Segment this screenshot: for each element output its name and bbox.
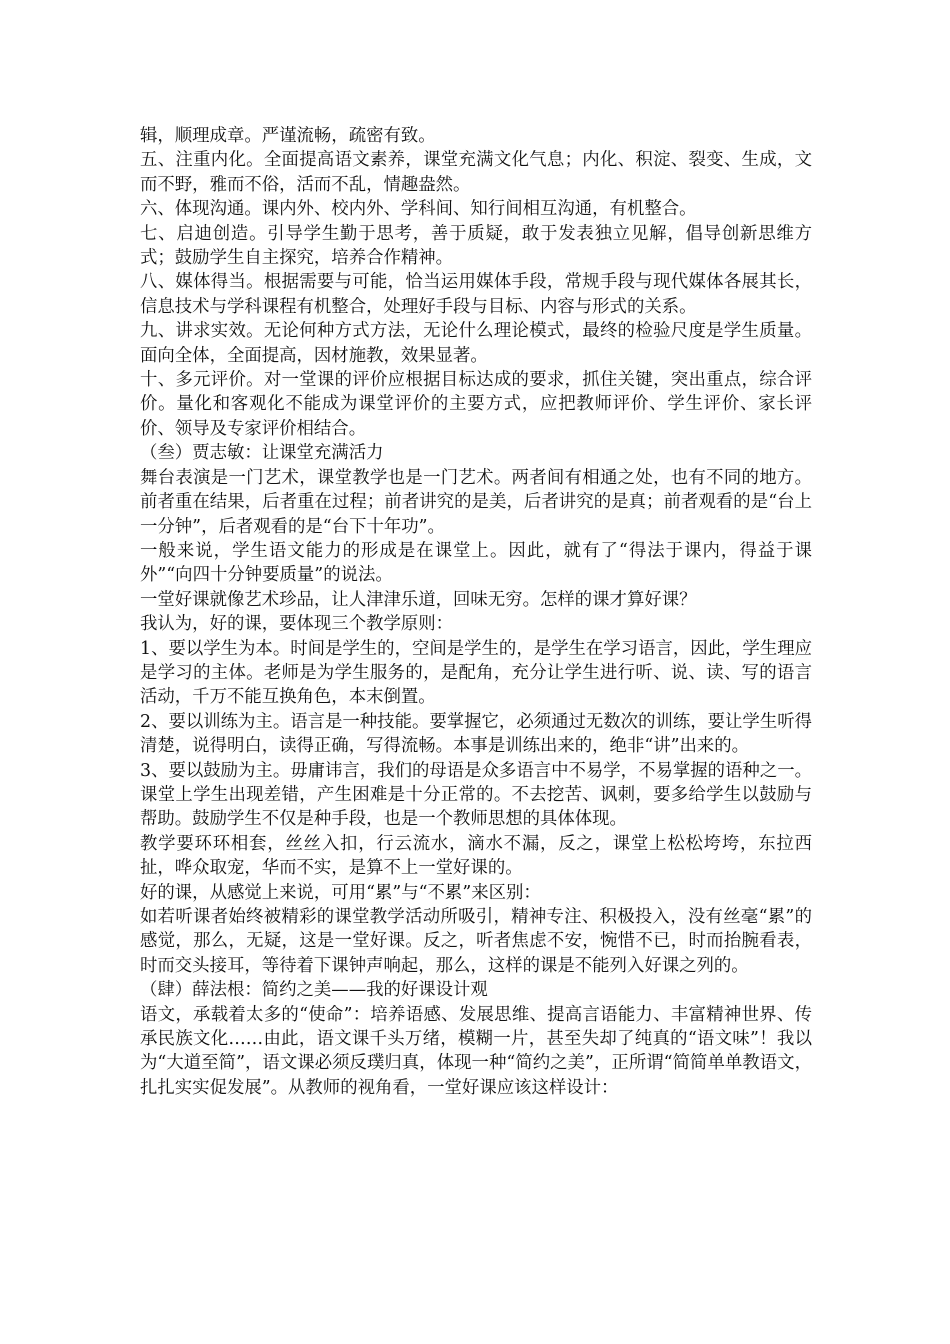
paragraph: 九、讲求实效。无论何种方式方法，无论什么理论模式，最终的检验尺度是学生质量。面向全体，全面提高，因材施教，效果显著。 (140, 321, 812, 366)
paragraph: 一堂好课就像艺术珍品，让人津津乐道，回味无穷。怎样的课才算好课？ (140, 589, 697, 610)
paragraph: 我认为，好的课，要体现三个教学原则： (140, 614, 454, 635)
paragraph: 如若听课者始终被精彩的课堂教学活动所吸引，精神专注、积极投入，没有丝毫“累”的感觉，那么，无疑，这是一堂好课。反之，听者焦虑不安，惋惜不已，时而抬腕看表，时而交头接耳，等待着下课钟声响起，那么，这样的课是不能列入好课之列的。 (140, 907, 812, 976)
paragraph: 好的课，从感觉上来说，可用“累”与“不累”来区别： (140, 882, 541, 903)
paragraph: 教学要环环相套，丝丝入扣，行云流水，滴水不漏，反之，课堂上松松垮垮，东拉西扯，哗众取宠，华而不实，是算不上一堂好课的。 (140, 833, 812, 879)
paragraph: 六、体现沟通。课内外、校内外、学科间、知行间相互沟通，有机整合。 (140, 199, 697, 220)
section-heading: （叁）贾志敏：让课堂充满活力 (140, 443, 384, 464)
paragraph: 辑，顺理成章。严谨流畅，疏密有致。 (140, 126, 436, 146)
paragraph: 七、启迪创造。引导学生勤于思考，善于质疑，敢于发表独立见解，倡导创新思维方式；鼓励学生自主探究，培养合作精神。 (140, 223, 812, 269)
paragraph: 八、媒体得当。根据需要与可能，恰当运用媒体手段，常规手段与现代媒体各展其长，信息技术与学科课程有机整合，处理好手段与目标、内容与形式的关系。 (140, 272, 812, 317)
paragraph: 1、要以学生为本。时间是学生的，空间是学生的，是学生在学习语言，因此，学生理应是学习的主体。老师是为学生服务的，是配角，充分让学生进行听、说、读、写的语言活动，千万不能互换角色，本末倒置。 (140, 638, 812, 708)
paragraph: 十、多元评价。对一堂课的评价应根据目标达成的要求，抓住关键，突出重点，综合评价。量化和客观化不能成为课堂评价的主要方式，应把教师评价、学生评价、家长评价、领导及专家评价相结合。 (140, 370, 812, 439)
section-heading: （肆）薛法根：简约之美——我的好课设计观 (140, 980, 488, 1001)
paragraph: 语文，承载着太多的“使命”：培养语感、发展思维、提高言语能力、丰富精神世界、传承民族文化……由此，语文课千头万绪，模糊一片，甚至失却了纯真的“语文味”！我以为“大道至简”，语文课必须反璞归真，体现一种“简约之美”，正所谓“简简单单教语文，扎扎实实促发展”。从教师的视角看，一堂好课应该这样设计： (140, 1004, 812, 1098)
paragraph: 五、注重内化。全面提高语文素养，课堂充满文化气息；内化、积淀、裂变、生成，文而不野，雅而不俗，活而不乱，情趣盎然。 (140, 150, 812, 195)
paragraph: 3、要以鼓励为主。毋庸讳言，我们的母语是众多语言中不易学，不易掌握的语种之一。课堂上学生出现差错，产生困难是十分正常的。不去挖苦、讽刺，要多给学生以鼓励与帮助。鼓励学生不仅是种手段，也是一个教师思想的具体体现。 (140, 760, 812, 830)
paragraph: 2、要以训练为主。语言是一种技能。要掌握它，必须通过无数次的训练，要让学生听得清楚，说得明白，读得正确，写得流畅。本事是训练出来的，绝非“讲”出来的。 (140, 711, 812, 757)
paragraph: 舞台表演是一门艺术，课堂教学也是一门艺术。两者间有相通之处，也有不同的地方。前者重在结果，后者重在过程；前者讲究的是美，后者讲究的是真；前者观看的是“台上一分钟”，后者观看的是“台下十年功”。 (140, 467, 812, 537)
paragraph: 一般来说，学生语文能力的形成是在课堂上。因此，就有了“得法于课内，得益于课外”“向四十分钟要质量”的说法。 (140, 540, 812, 586)
document-page (140, 124, 812, 1100)
